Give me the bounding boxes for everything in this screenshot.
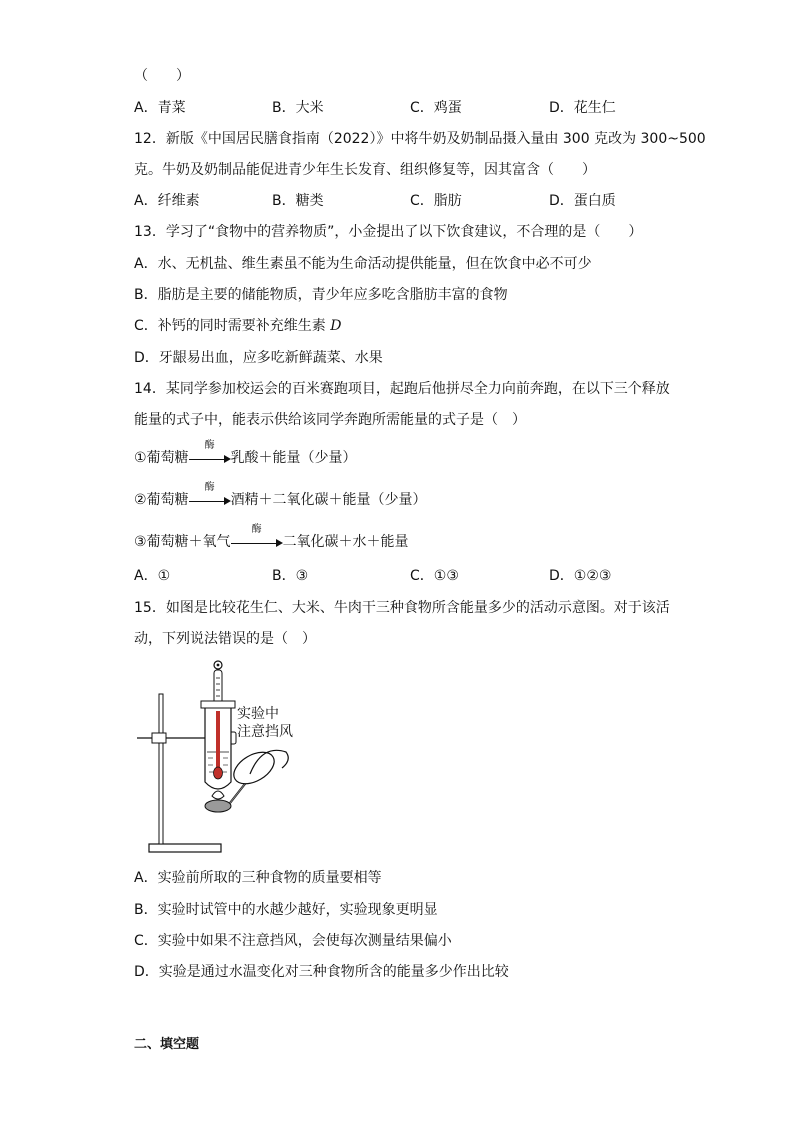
burning-food (212, 791, 224, 799)
q14-option-d: D．①②③ (549, 568, 612, 584)
section-heading: 二、填空题 (134, 1037, 200, 1052)
thermometer-bulb (214, 767, 223, 779)
figure-label-line1: 实验中 (237, 705, 279, 721)
q14-stem-line1: 14．某同学参加校运会的百米赛跑项目，起跑后他拼尽全力向前奔跑，在以下三个释放 (134, 381, 670, 397)
vitamin-letter: D (330, 318, 342, 334)
spoon-bowl (205, 800, 231, 812)
wind-shield (228, 746, 279, 791)
reaction-arrow (189, 482, 231, 509)
calorimetry-apparatus-figure (134, 656, 314, 860)
thermometer-liquid (216, 711, 220, 769)
q13-option-b: B．脂肪是主要的储能物质，青少年应多吃含脂肪丰富的食物 (134, 287, 508, 303)
q11-option-a: A．青菜 (134, 100, 186, 116)
reaction-arrow (231, 524, 283, 551)
q15-option-d: D．实验是通过水温变化对三种食物所含的能量多少作出比较 (134, 964, 509, 980)
q15-option-b: B．实验时试管中的水越少越好，实验现象更明显 (134, 902, 438, 918)
q14-equation-1 (134, 440, 357, 467)
eq1-reactant: ①葡萄糖 (134, 450, 189, 466)
q14-equation-2 (134, 482, 427, 509)
figure-label-line2: 注意挡风 (237, 723, 293, 739)
q14-stem-line2: 能量的式子中，能表示供给该同学奔跑所需能量的式子是（ ） (134, 412, 526, 428)
catalyst-label: 酶 (204, 440, 215, 451)
q12-option-c: C．脂肪 (410, 193, 462, 209)
reaction-arrow (189, 440, 231, 467)
stand-rod (159, 694, 163, 844)
q15-stem-line2: 动，下列说法错误的是（ ） (134, 631, 316, 647)
q15-option-a: A．实验前所取的三种食物的质量要相等 (134, 870, 382, 886)
q11-option-c: C．鸡蛋 (410, 100, 462, 116)
q13-stem: 13．学习了“食物中的营养物质”，小金提出了以下饮食建议，不合理的是（ ） (134, 224, 643, 240)
q14-option-a: A．① (134, 568, 171, 584)
q11-answer-paren: （ ） (134, 68, 190, 84)
eq1-products: 乳酸＋能量（少量） (230, 450, 357, 466)
tube-rim (201, 701, 235, 708)
eq2-reactant: ②葡萄糖 (134, 492, 189, 508)
q11-option-b: B．大米 (272, 100, 324, 116)
q13-option-d: D．牙龈易出血，应多吃新鲜蔬菜、水果 (134, 350, 383, 366)
q14-option-b: B．③ (272, 568, 309, 584)
q12-option-a: A．纤维素 (134, 193, 200, 209)
q12-stem-line2: 克。牛奶及奶制品能促进青少年生长发育、组织修复等，因其富含（ ） (134, 162, 596, 178)
eq3-reactants: ③葡萄糖＋氧气 (134, 534, 231, 550)
q12-stem-line1: 12．新版《中国居民膳食指南（2022）》中将牛奶及奶制品摄入量由 300 克改为 300~500 (134, 131, 706, 147)
stand-base (149, 844, 221, 852)
q12-option-b: B．糖类 (272, 193, 324, 209)
q11-option-d: D．花生仁 (549, 100, 616, 116)
q13-option-c-text: C．补钙的同时需要补充维生素 (134, 318, 326, 334)
q15-stem-line1: 15．如图是比较花生仁、大米、牛肉干三种食物所含能量多少的活动示意图。对于该活 (134, 600, 670, 616)
clamp-boss (152, 733, 166, 743)
eq3-products: 二氧化碳＋水＋能量 (282, 534, 409, 550)
catalyst-label: 酶 (251, 524, 262, 535)
eq2-products: 酒精＋二氧化碳＋能量（少量） (230, 492, 427, 508)
q13-option-c (134, 317, 341, 335)
q12-option-d: D．蛋白质 (549, 193, 616, 209)
catalyst-label: 酶 (204, 482, 215, 493)
q14-option-c: C．①③ (410, 568, 459, 584)
q14-equation-3 (134, 524, 409, 551)
q15-option-c: C．实验中如果不注意挡风，会使每次测量结果偏小 (134, 933, 452, 949)
q13-option-a: A．水、无机盐、维生素虽不能为生命活动提供能量，但在饮食中必不可少 (134, 256, 592, 272)
